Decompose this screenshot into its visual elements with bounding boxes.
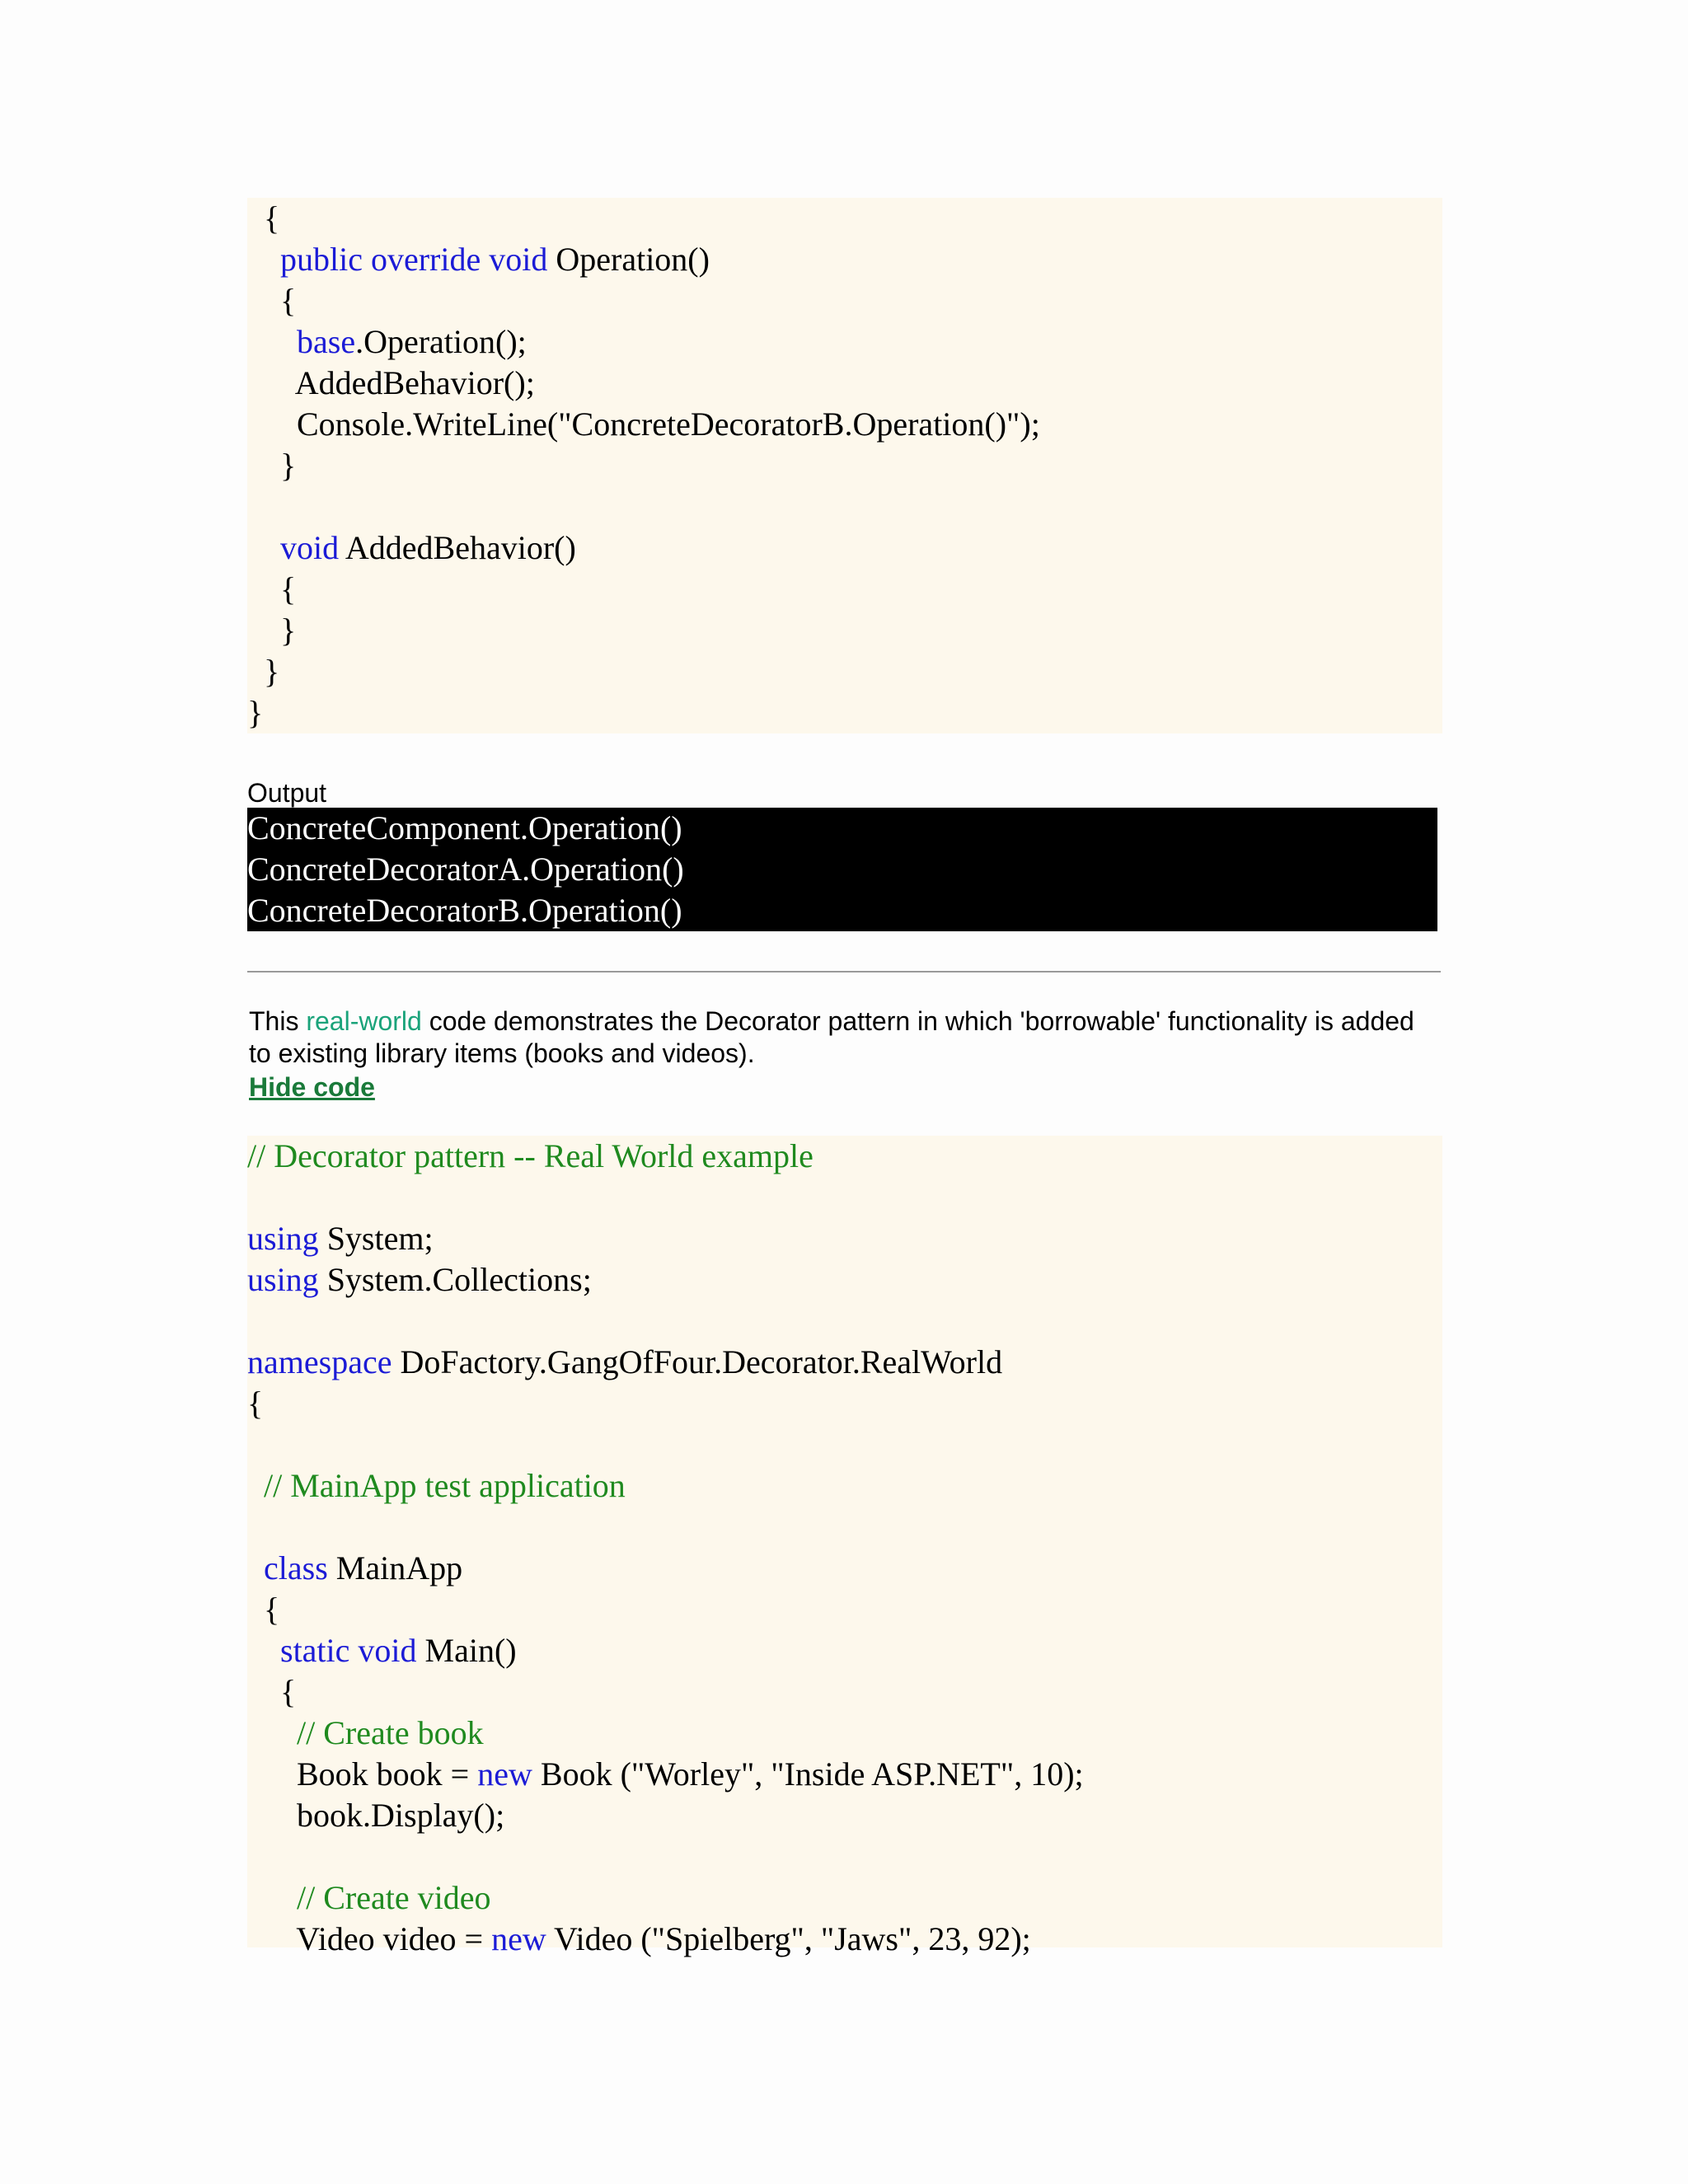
- code-text: book.Display();: [297, 1797, 505, 1834]
- code-line: [247, 1465, 1442, 1507]
- code-line: [247, 610, 1442, 651]
- code-text: {: [247, 1385, 264, 1422]
- code-text: Video ("Spielberg", "Jaws", 23, 92);: [546, 1920, 1031, 1957]
- code-line: [247, 1301, 1442, 1342]
- code-line: [247, 363, 1442, 404]
- output-line: ConcreteComponent.Operation(): [247, 809, 682, 846]
- code-line: [247, 1589, 1442, 1630]
- code-line: [247, 445, 1442, 486]
- code-text: {: [280, 282, 297, 319]
- code-line: [247, 1836, 1442, 1877]
- code-line: [247, 486, 1442, 527]
- description-intro: This: [249, 1006, 307, 1036]
- code-text: }: [264, 653, 280, 690]
- code-text: Main(): [416, 1632, 517, 1669]
- hide-code-link[interactable]: Hide code: [249, 1072, 375, 1102]
- code-keyword: new: [477, 1755, 532, 1793]
- code-keyword: using: [247, 1220, 319, 1257]
- code-keyword: base: [297, 323, 356, 360]
- code-comment: // Decorator pattern -- Real World example: [247, 1137, 814, 1174]
- code-line: [247, 1671, 1442, 1713]
- code-block-real-world: [247, 1136, 1442, 1957]
- code-keyword: public override void: [280, 241, 548, 278]
- code-keyword: using: [247, 1261, 319, 1298]
- code-line: [247, 1177, 1442, 1218]
- code-text: MainApp: [327, 1549, 463, 1586]
- code-line: [247, 569, 1442, 610]
- code-line: [247, 1877, 1442, 1919]
- code-text: AddedBehavior();: [294, 364, 535, 401]
- code-comment: // Create video: [297, 1879, 491, 1916]
- code-text: DoFactory.GangOfFour.Decorator.RealWorld: [392, 1343, 1003, 1380]
- code-line: [247, 404, 1442, 445]
- output-console: [247, 808, 1437, 931]
- code-line: [247, 692, 1442, 733]
- output-label: Output: [247, 778, 327, 808]
- code-text: Book book =: [297, 1755, 478, 1793]
- code-line: [247, 1259, 1442, 1301]
- code-text: System;: [318, 1220, 434, 1257]
- code-line: [247, 280, 1442, 321]
- code-text: }: [280, 612, 297, 649]
- code-keyword: class: [264, 1549, 328, 1586]
- code-line: [247, 1136, 1442, 1177]
- code-text: Console.WriteLine("ConcreteDecoratorB.Operation()");: [297, 405, 1040, 443]
- code-keyword: new: [491, 1920, 546, 1957]
- code-keyword: namespace: [247, 1343, 392, 1380]
- code-text: }: [280, 447, 297, 484]
- code-text: Book ("Worley", "Inside ASP.NET", 10);: [532, 1755, 1084, 1793]
- code-line: [247, 1919, 1442, 1960]
- code-line: [247, 1548, 1442, 1589]
- code-comment: // MainApp test application: [264, 1467, 626, 1504]
- code-line: [247, 1795, 1442, 1836]
- code-line: [247, 1713, 1442, 1754]
- code-line: [247, 1630, 1442, 1671]
- code-text: {: [264, 1591, 280, 1628]
- code-line: [247, 1754, 1442, 1795]
- output-line: ConcreteDecoratorB.Operation(): [247, 892, 682, 929]
- code-line: [247, 1342, 1442, 1383]
- code-line: [247, 1383, 1442, 1424]
- output-line: ConcreteDecoratorA.Operation(): [247, 851, 684, 888]
- code-text: AddedBehavior(): [339, 529, 576, 566]
- code-text: .Operation();: [355, 323, 527, 360]
- code-keyword: static void: [280, 1632, 417, 1669]
- code-block-decorator-b: [247, 198, 1442, 733]
- description-body: code demonstrates the Decorator pattern in which 'borrowable' functionality is added to existing library items (books and videos).: [249, 1006, 1414, 1068]
- code-comment: // Create book: [297, 1714, 484, 1751]
- code-line: [247, 1218, 1442, 1259]
- description-highlight: real-world: [306, 1006, 422, 1036]
- code-keyword: void: [280, 529, 340, 566]
- section-divider: [247, 971, 1441, 972]
- code-text: System.Collections;: [318, 1261, 592, 1298]
- code-line: [247, 651, 1442, 692]
- code-line: [247, 321, 1442, 363]
- code-line: [247, 1424, 1442, 1465]
- code-text: Video video =: [296, 1920, 492, 1957]
- code-line: [247, 527, 1442, 569]
- code-line: [247, 1507, 1442, 1548]
- code-text: {: [280, 570, 297, 607]
- real-world-description: [249, 1005, 1436, 1070]
- code-line: [247, 198, 1442, 239]
- code-text: }: [247, 694, 264, 731]
- code-line: [247, 239, 1442, 280]
- code-text: Operation(): [547, 241, 710, 278]
- code-text: {: [264, 199, 280, 237]
- code-text: {: [280, 1673, 297, 1710]
